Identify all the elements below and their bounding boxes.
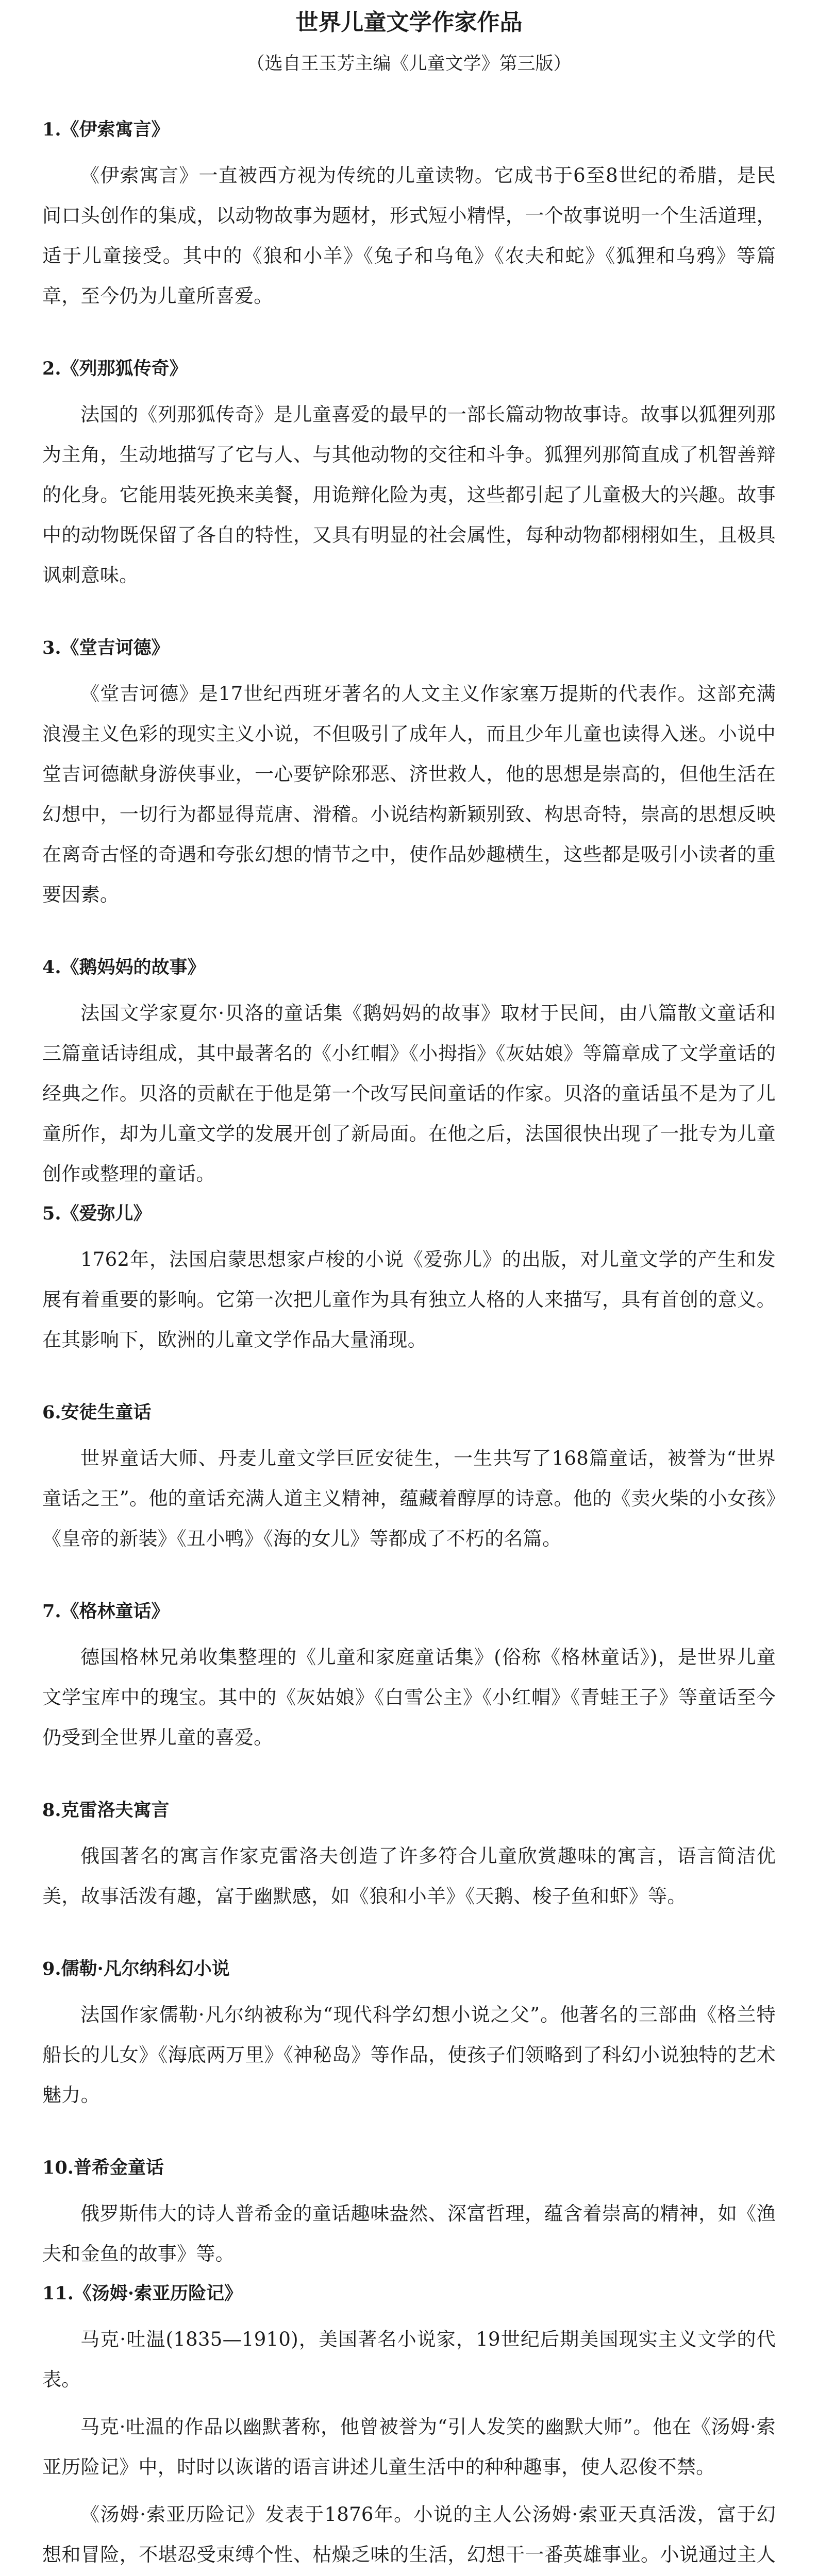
section-paragraph: 世界童话大师、丹麦儿童文学巨匠安徒生，一生共写了168篇童话，被誉为“世界童话之王”。他的童话充满人道主义精神，蕴藏着醇厚的诗意。他的《卖火柴的小女孩》《皇帝的新装》《丑小鸭》《海的女儿》等都成了不朽的名篇。 (42, 1447, 776, 1550)
section-7 (42, 1599, 776, 1758)
section-8 (42, 1798, 776, 1917)
section-6 (42, 1400, 776, 1559)
section-4 (42, 955, 776, 1194)
section-heading: 6.安徒生童话 (42, 1402, 152, 1423)
section-paragraph: 俄国著名的寓言作家克雷洛夫创造了许多符合儿童欣赏趣味的寓言，语言简洁优美，故事活泼有趣，富于幽默感，如《狼和小羊》《天鹅、梭子鱼和虾》等。 (42, 1845, 776, 1907)
section-1 (42, 117, 776, 316)
section-paragraph: 马克·吐温(1835—1910)，美国著名小说家，19世纪后期美国现实主义文学的代表。 (42, 2328, 776, 2391)
section-paragraph: 法国文学家夏尔·贝洛的童话集《鹅妈妈的故事》取材于民间，由八篇散文童话和三篇童话诗组成，其中最著名的《小红帽》《小拇指》《灰姑娘》等篇章成了文学童话的经典之作。贝洛的贡献在于他是第一个改写民间童话的作家。贝洛的童话虽不是为了儿童所作，却为儿童文学的发展开创了新局面。在他之后，法国很快出现了一批专为儿童创作或整理的童话。 (42, 1002, 776, 1185)
section-heading: 11.《汤姆·索亚历险记》 (42, 2283, 243, 2304)
section-paragraph: 法国的《列那狐传奇》是儿童喜爱的最早的一部长篇动物故事诗。故事以狐狸列那为主角，生动地描写了它与人、与其他动物的交往和斗争。狐狸列那简直成了机智善辩的化身。它能用装死换来美餐，用诡辩化险为夷，这些都引起了儿童极大的兴趣。故事中的动物既保留了各自的特性，又具有明显的社会属性，每种动物都栩栩如生，且极具讽刺意味。 (42, 403, 776, 586)
section-2 (42, 357, 776, 596)
page-subtitle: （选自王玉芳主编《儿童文学》第三版） (246, 54, 572, 74)
page-title: 世界儿童文学作家作品 (295, 9, 523, 36)
section-paragraph: 俄罗斯伟大的诗人普希金的童话趣味盎然、深富哲理，蕴含着崇高的精神，如《渔夫和金鱼的故事》等。 (42, 2202, 776, 2265)
section-heading: 10.普希金童话 (42, 2157, 164, 2178)
section-paragraph: 德国格林兄弟收集整理的《儿童和家庭童话集》(俗称《格林童话》)，是世界儿童文学宝库中的瑰宝。其中的《灰姑娘》《白雪公主》《小红帽》《青蛙王子》等童话至今仍受到全世界儿童的喜爱。 (42, 1646, 776, 1749)
section-heading: 8.克雷洛夫寓言 (42, 1800, 170, 1821)
section-paragraph: 《汤姆·索亚历险记》发表于1876年。小说的主人公汤姆·索亚天真活泼，富于幻想和冒险，不堪忍受束缚个性、枯燥乏味的生活，幻想干一番英雄事业。小说通过主人 (42, 2503, 776, 2566)
section-3 (42, 636, 776, 915)
section-paragraph: 《堂吉诃德》是17世纪西班牙著名的人文主义作家塞万提斯的代表作。这部充满浪漫主义色彩的现实主义小说，不但吸引了成年人，而且少年儿童也读得入迷。小说中堂吉诃德献身游侠事业，一心要铲除邪恶、济世救人，他的思想是崇高的，但他生活在幻想中，一切行为都显得荒唐、滑稽。小说结构新颖别致、构思奇特，崇高的思想反映在离奇古怪的奇遇和夸张幻想的情节之中，使作品妙趣横生，这些都是吸引小读者的重要因素。 (42, 683, 776, 906)
section-paragraph: 《伊索寓言》一直被西方视为传统的儿童读物。它成书于6至8世纪的希腊，是民间口头创作的集成，以动物故事为题材，形式短小精悍，一个故事说明一个生活道理，适于儿童接受。其中的《狼和小羊》《兔子和乌龟》《农夫和蛇》《狐狸和乌鸦》等篇章，至今仍为儿童所喜爱。 (42, 164, 776, 307)
section-heading: 5.《爱弥儿》 (42, 1203, 152, 1224)
section-11 (42, 2281, 776, 2576)
section-paragraph: 法国作家儒勒·凡尔纳被称为“现代科学幻想小说之父”。他著名的三部曲《格兰特船长的儿女》《海底两万里》《神秘岛》等作品，使孩子们领略到了科幻小说独特的艺术魅力。 (42, 2004, 776, 2106)
section-paragraph: 1762年，法国启蒙思想家卢梭的小说《爱弥儿》的出版，对儿童文学的产生和发展有着重要的影响。它第一次把儿童作为具有独立人格的人来描写，具有首创的意义。在其影响下，欧洲的儿童文学作品大量涌现。 (42, 1248, 776, 1351)
section-9 (42, 1957, 776, 2115)
section-heading: 1.《伊索寓言》 (42, 119, 170, 140)
section-heading: 4.《鹅妈妈的故事》 (42, 957, 206, 978)
section-heading: 2.《列那狐传奇》 (42, 358, 188, 379)
section-heading: 9.儒勒·凡尔纳科幻小说 (42, 1958, 230, 1979)
section-heading: 7.《格林童话》 (42, 1601, 170, 1622)
section-5 (42, 1201, 776, 1360)
section-paragraph: 马克·吐温的作品以幽默著称，他曾被誉为“引人发笑的幽默大师”。他在《汤姆·索亚历险记》中，时时以诙谐的语言讲述儿童生活中的种种趣事，使人忍俊不禁。 (42, 2416, 776, 2478)
section-10 (42, 2156, 776, 2274)
section-heading: 3.《堂吉诃德》 (42, 637, 170, 658)
